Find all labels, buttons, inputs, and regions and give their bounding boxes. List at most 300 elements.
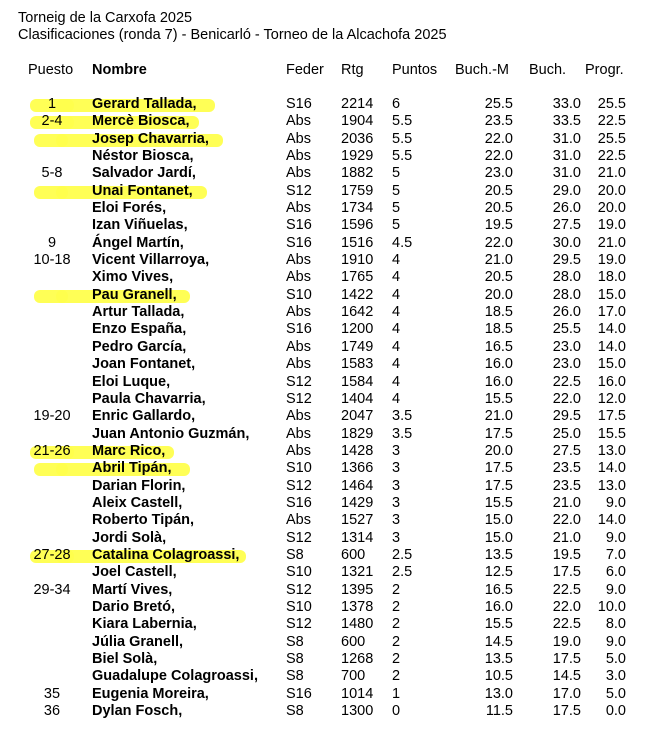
cell-buch-m: 23.0	[484, 165, 513, 182]
header-rtg: Rtg	[341, 62, 364, 78]
cell-feder: Abs	[286, 356, 311, 373]
cell-progr: 18.0	[597, 269, 626, 286]
cell-puntos: 4	[392, 269, 401, 286]
cell-puntos: 1	[392, 685, 401, 702]
cell-buch: 23.0	[552, 356, 581, 373]
cell-rtg: 1882	[341, 165, 374, 182]
cell-puntos: 3	[392, 512, 401, 529]
cell-rtg: 600	[341, 633, 366, 650]
cell-puntos: 5	[392, 182, 401, 199]
cell-puntos: 3.5	[392, 425, 413, 442]
cell-buch-m: 19.5	[484, 217, 513, 234]
table-row	[0, 165, 661, 182]
standings-subtitle: Clasificaciones (ronda 7) - Benicarló - Torneo de la Alcachofa 2025	[18, 27, 447, 43]
cell-feder: Abs	[286, 200, 311, 217]
cell-progr: 9.0	[605, 581, 626, 598]
cell-rtg: 1765	[341, 269, 374, 286]
cell-rtg: 1516	[341, 234, 374, 251]
cell-puntos: 5.5	[392, 113, 413, 130]
table-row	[0, 478, 661, 495]
cell-buch: 26.0	[552, 304, 581, 321]
cell-puesto: 21-26	[33, 442, 71, 459]
cell-feder: Abs	[286, 252, 311, 269]
table-row	[0, 356, 661, 373]
cell-nombre: Dario Bretó,	[92, 598, 175, 615]
table-row	[0, 668, 661, 685]
cell-rtg: 1321	[341, 564, 374, 581]
cell-progr: 6.0	[605, 564, 626, 581]
cell-feder: S8	[286, 633, 304, 650]
cell-rtg: 1596	[341, 217, 374, 234]
cell-puesto: 27-28	[33, 546, 71, 563]
cell-rtg: 1314	[341, 529, 374, 546]
cell-feder: Abs	[286, 512, 311, 529]
cell-rtg: 1929	[341, 148, 374, 165]
cell-progr: 9.0	[605, 529, 626, 546]
cell-puesto: 1	[47, 96, 57, 112]
cell-progr: 15.5	[597, 425, 626, 442]
cell-buch: 17.5	[552, 651, 581, 667]
cell-nombre: Juan Antonio Guzmán,	[92, 425, 250, 442]
cell-buch-m: 16.0	[484, 356, 513, 373]
cell-buch-m: 15.5	[484, 494, 513, 511]
cell-rtg: 1378	[341, 598, 374, 615]
table-row	[0, 287, 661, 304]
cell-puntos: 2	[392, 616, 401, 633]
cell-rtg: 700	[341, 668, 366, 685]
cell-buch: 22.0	[552, 598, 581, 615]
cell-puntos: 4	[392, 356, 401, 373]
cell-buch-m: 17.5	[484, 460, 513, 477]
table-row	[0, 564, 661, 581]
cell-feder: Abs	[286, 304, 311, 321]
cell-feder: S8	[286, 651, 304, 667]
cell-rtg: 2047	[341, 408, 374, 425]
cell-rtg: 1200	[341, 321, 374, 338]
cell-puntos: 5	[392, 165, 401, 182]
cell-puntos: 4	[392, 373, 401, 390]
cell-rtg: 2214	[341, 96, 374, 112]
cell-rtg: 1429	[341, 494, 374, 511]
cell-progr: 3.0	[605, 668, 626, 685]
table-row	[0, 113, 661, 130]
cell-feder: S12	[286, 581, 312, 598]
cell-progr: 15.0	[597, 286, 626, 303]
cell-nombre: Martí Vives,	[92, 581, 173, 598]
cell-rtg: 1404	[341, 390, 374, 407]
cell-feder: S8	[286, 546, 304, 563]
table-row	[0, 703, 661, 720]
cell-buch-m: 16.0	[484, 598, 513, 615]
cell-buch: 22.5	[552, 373, 581, 390]
cell-puntos: 5	[392, 200, 401, 217]
cell-puntos: 3	[392, 477, 401, 494]
cell-progr: 14.0	[597, 512, 626, 529]
table-row	[0, 651, 661, 668]
cell-buch-m: 13.5	[484, 546, 513, 563]
cell-feder: S16	[286, 96, 312, 112]
header-buch: Buch.	[529, 62, 567, 78]
table-row	[0, 634, 661, 651]
table-row	[0, 200, 661, 217]
cell-buch-m: 15.5	[484, 616, 513, 633]
cell-feder: Abs	[286, 113, 311, 130]
cell-puntos: 2.5	[392, 546, 413, 563]
header-progr: Progr.	[585, 62, 624, 78]
cell-buch-m: 17.5	[484, 425, 513, 442]
cell-puntos: 2	[392, 633, 401, 650]
cell-nombre: Paula Chavarria,	[92, 390, 206, 407]
header-puntos: Puntos	[392, 62, 438, 78]
cell-progr: 5.0	[605, 685, 626, 702]
cell-buch: 31.0	[552, 130, 581, 147]
cell-puntos: 2	[392, 581, 401, 598]
cell-buch-m: 20.5	[484, 182, 513, 199]
cell-rtg: 1642	[341, 304, 374, 321]
cell-puntos: 3	[392, 494, 401, 511]
cell-feder: S12	[286, 477, 312, 494]
cell-buch: 27.5	[552, 442, 581, 459]
cell-buch: 23.5	[552, 460, 581, 477]
cell-nombre: Eloi Forés,	[92, 200, 167, 217]
cell-progr: 7.0	[605, 546, 626, 563]
cell-nombre: Kiara Labernia,	[92, 616, 197, 633]
cell-feder: Abs	[286, 165, 311, 182]
table-row	[0, 131, 661, 148]
cell-progr: 0.0	[605, 703, 626, 720]
cell-progr: 5.0	[605, 651, 626, 667]
table-row	[0, 495, 661, 512]
table-row	[0, 269, 661, 286]
table-row	[0, 599, 661, 616]
cell-puntos: 4	[392, 321, 401, 338]
cell-nombre: Roberto Tipán,	[92, 512, 195, 529]
cell-feder: Abs	[286, 269, 311, 286]
cell-buch: 21.0	[552, 494, 581, 511]
cell-puntos: 3	[392, 460, 401, 477]
cell-buch: 23.0	[552, 338, 581, 355]
cell-buch-m: 22.0	[484, 130, 513, 147]
table-row	[0, 304, 661, 321]
cell-progr: 17.0	[597, 304, 626, 321]
cell-nombre: Enric Gallardo,	[92, 408, 196, 425]
table-row	[0, 460, 661, 477]
cell-puntos: 2.5	[392, 564, 413, 581]
cell-puntos: 4	[392, 286, 401, 303]
cell-puntos: 5.5	[392, 130, 413, 147]
cell-rtg: 600	[341, 546, 366, 563]
cell-buch-m: 16.0	[484, 373, 513, 390]
cell-progr: 14.0	[597, 338, 626, 355]
cell-rtg: 1584	[341, 373, 374, 390]
cell-buch: 28.0	[552, 269, 581, 286]
cell-rtg: 1759	[341, 182, 374, 199]
table-row	[0, 148, 661, 165]
cell-feder: S12	[286, 373, 312, 390]
header-buch-m: Buch.-M	[455, 62, 509, 78]
cell-buch: 25.0	[552, 425, 581, 442]
cell-feder: Abs	[286, 408, 311, 425]
table-row	[0, 616, 661, 633]
cell-rtg: 1904	[341, 113, 374, 130]
header-feder: Feder	[286, 62, 324, 78]
cell-nombre: Aleix Castell,	[92, 494, 183, 511]
cell-feder: S12	[286, 390, 312, 407]
cell-puntos: 5.5	[392, 148, 413, 165]
cell-feder: S10	[286, 598, 312, 615]
cell-puesto: 2-4	[41, 113, 63, 130]
standings-table-body	[0, 96, 661, 721]
cell-rtg: 1910	[341, 252, 374, 269]
cell-progr: 9.0	[605, 494, 626, 511]
table-row	[0, 391, 661, 408]
cell-puntos: 2	[392, 598, 401, 615]
table-row	[0, 426, 661, 443]
cell-puntos: 6	[392, 96, 401, 112]
cell-buch: 17.0	[552, 685, 581, 702]
cell-feder: S8	[286, 703, 304, 720]
cell-feder: S16	[286, 685, 312, 702]
cell-progr: 22.5	[597, 113, 626, 130]
cell-buch-m: 20.0	[484, 442, 513, 459]
cell-puntos: 4	[392, 338, 401, 355]
table-row	[0, 96, 661, 113]
table-row	[0, 183, 661, 200]
cell-buch: 22.0	[552, 390, 581, 407]
table-row	[0, 686, 661, 703]
cell-buch: 22.0	[552, 512, 581, 529]
cell-progr: 20.0	[597, 200, 626, 217]
cell-buch-m: 14.5	[484, 633, 513, 650]
cell-progr: 25.5	[597, 96, 626, 112]
cell-buch: 19.0	[552, 633, 581, 650]
cell-nombre: Catalina Colagroassi,	[92, 546, 240, 563]
cell-buch-m: 21.0	[484, 252, 513, 269]
cell-progr: 16.0	[597, 373, 626, 390]
cell-buch: 31.0	[552, 148, 581, 165]
cell-buch-m: 18.5	[484, 304, 513, 321]
cell-progr: 9.0	[605, 633, 626, 650]
cell-nombre: Ángel Martín,	[92, 234, 184, 251]
cell-rtg: 1366	[341, 460, 374, 477]
cell-buch: 17.5	[552, 564, 581, 581]
cell-progr: 15.0	[597, 356, 626, 373]
cell-rtg: 1527	[341, 512, 374, 529]
cell-nombre: Joel Castell,	[92, 564, 177, 581]
cell-feder: Abs	[286, 442, 311, 459]
cell-buch-m: 23.5	[484, 113, 513, 130]
cell-progr: 21.0	[597, 234, 626, 251]
cell-progr: 13.0	[597, 477, 626, 494]
cell-buch-m: 18.5	[484, 321, 513, 338]
cell-rtg: 1829	[341, 425, 374, 442]
table-row	[0, 582, 661, 599]
cell-progr: 17.5	[597, 408, 626, 425]
cell-buch-m: 15.5	[484, 390, 513, 407]
cell-progr: 12.0	[597, 390, 626, 407]
cell-buch: 23.5	[552, 477, 581, 494]
cell-buch: 22.5	[552, 581, 581, 598]
cell-feder: S12	[286, 182, 312, 199]
cell-progr: 14.0	[597, 321, 626, 338]
cell-puntos: 5	[392, 217, 401, 234]
cell-puesto: 36	[43, 703, 61, 720]
cell-rtg: 1749	[341, 338, 374, 355]
cell-buch-m: 16.5	[484, 581, 513, 598]
cell-feder: S10	[286, 286, 312, 303]
cell-buch: 27.5	[552, 217, 581, 234]
table-row	[0, 217, 661, 234]
cell-nombre: Guadalupe Colagroassi,	[92, 668, 258, 685]
cell-puntos: 4	[392, 252, 401, 269]
cell-nombre: Eugenia Moreira,	[92, 685, 209, 702]
cell-buch: 21.0	[552, 529, 581, 546]
cell-buch: 29.0	[552, 182, 581, 199]
header-nombre: Nombre	[92, 62, 147, 78]
cell-nombre: Artur Tallada,	[92, 304, 185, 321]
cell-feder: Abs	[286, 148, 311, 165]
cell-feder: S16	[286, 217, 312, 234]
cell-progr: 13.0	[597, 442, 626, 459]
cell-buch-m: 15.0	[484, 512, 513, 529]
cell-buch: 17.5	[552, 703, 581, 720]
cell-puesto: 9	[47, 234, 57, 251]
cell-progr: 14.0	[597, 460, 626, 477]
cell-nombre: Biel Solà,	[92, 651, 158, 667]
cell-rtg: 1395	[341, 581, 374, 598]
cell-nombre: Gerard Tallada,	[92, 96, 197, 112]
header-puesto: Puesto	[28, 62, 74, 78]
cell-puntos: 4.5	[392, 234, 413, 251]
table-row	[0, 408, 661, 425]
cell-puntos: 4	[392, 304, 401, 321]
cell-progr: 22.5	[597, 148, 626, 165]
cell-buch: 26.0	[552, 200, 581, 217]
cell-feder: S16	[286, 234, 312, 251]
cell-buch: 25.5	[552, 321, 581, 338]
cell-nombre: Júlia Granell,	[92, 633, 184, 650]
cell-rtg: 1480	[341, 616, 374, 633]
cell-nombre: Eloi Luque,	[92, 373, 171, 390]
cell-nombre: Salvador Jardí,	[92, 165, 196, 182]
cell-nombre: Pau Granell,	[92, 286, 177, 303]
table-row	[0, 512, 661, 529]
cell-progr: 8.0	[605, 616, 626, 633]
cell-buch-m: 22.0	[484, 234, 513, 251]
table-row	[0, 321, 661, 338]
cell-buch-m: 20.5	[484, 269, 513, 286]
cell-nombre: Marc Rico,	[92, 442, 166, 459]
cell-rtg: 1428	[341, 442, 374, 459]
cell-feder: S16	[286, 494, 312, 511]
cell-nombre: Vicent Villarroya,	[92, 252, 210, 269]
cell-buch-m: 15.0	[484, 529, 513, 546]
cell-nombre: Néstor Biosca,	[92, 148, 194, 165]
cell-nombre: Jordi Solà,	[92, 529, 167, 546]
cell-buch: 31.0	[552, 165, 581, 182]
cell-buch-m: 17.5	[484, 477, 513, 494]
cell-buch-m: 21.0	[484, 408, 513, 425]
table-row	[0, 252, 661, 269]
table-row	[0, 547, 661, 564]
cell-puntos: 2	[392, 651, 401, 667]
cell-feder: Abs	[286, 338, 311, 355]
cell-buch: 22.5	[552, 616, 581, 633]
cell-puesto: 19-20	[33, 408, 71, 425]
cell-nombre: Abril Tipán,	[92, 460, 172, 477]
cell-feder: S12	[286, 616, 312, 633]
cell-buch-m: 10.5	[484, 668, 513, 685]
cell-feder: S12	[286, 529, 312, 546]
cell-feder: Abs	[286, 425, 311, 442]
cell-puesto: 10-18	[33, 252, 71, 269]
table-row	[0, 235, 661, 252]
cell-buch: 30.0	[552, 234, 581, 251]
cell-feder: S10	[286, 564, 312, 581]
cell-buch: 14.5	[552, 668, 581, 685]
cell-rtg: 1422	[341, 286, 374, 303]
cell-rtg: 1014	[341, 685, 374, 702]
cell-puntos: 3	[392, 529, 401, 546]
cell-buch-m: 22.0	[484, 148, 513, 165]
cell-buch-m: 11.5	[485, 703, 513, 720]
cell-rtg: 2036	[341, 130, 374, 147]
cell-nombre: Mercè Biosca,	[92, 113, 190, 130]
cell-progr: 10.0	[597, 598, 626, 615]
cell-nombre: Pedro García,	[92, 338, 187, 355]
cell-puntos: 4	[392, 390, 401, 407]
cell-puntos: 0	[392, 703, 401, 720]
cell-buch-m: 25.5	[484, 96, 513, 112]
cell-buch-m: 20.5	[484, 200, 513, 217]
cell-nombre: Joan Fontanet,	[92, 356, 196, 373]
cell-buch-m: 13.0	[484, 685, 513, 702]
cell-buch: 29.5	[552, 408, 581, 425]
cell-buch-m: 12.5	[484, 564, 513, 581]
cell-buch: 33.0	[552, 96, 581, 112]
cell-feder: S8	[286, 668, 304, 685]
cell-buch-m: 13.5	[484, 651, 513, 667]
cell-nombre: Dylan Fosch,	[92, 703, 183, 720]
cell-buch: 29.5	[552, 252, 581, 269]
table-row	[0, 374, 661, 391]
cell-buch: 33.5	[552, 113, 581, 130]
cell-rtg: 1583	[341, 356, 374, 373]
cell-nombre: Izan Viñuelas,	[92, 217, 188, 234]
cell-nombre: Darian Florin,	[92, 477, 186, 494]
cell-progr: 19.0	[597, 217, 626, 234]
cell-buch-m: 20.0	[484, 286, 513, 303]
cell-buch: 19.5	[552, 546, 581, 563]
cell-puntos: 3.5	[392, 408, 413, 425]
cell-rtg: 1464	[341, 477, 374, 494]
cell-rtg: 1268	[341, 651, 374, 667]
cell-feder: Abs	[286, 130, 311, 147]
cell-puesto: 5-8	[41, 165, 63, 182]
cell-puntos: 3	[392, 442, 401, 459]
cell-nombre: Ximo Vives,	[92, 269, 174, 286]
cell-rtg: 1734	[341, 200, 374, 217]
cell-puntos: 2	[392, 668, 401, 685]
cell-nombre: Josep Chavarria,	[92, 130, 209, 147]
cell-progr: 21.0	[597, 165, 626, 182]
cell-puesto: 29-34	[33, 581, 71, 598]
cell-progr: 19.0	[597, 252, 626, 269]
table-row	[0, 530, 661, 547]
cell-puesto: 35	[43, 685, 61, 702]
table-row	[0, 339, 661, 356]
cell-rtg: 1300	[341, 703, 374, 720]
